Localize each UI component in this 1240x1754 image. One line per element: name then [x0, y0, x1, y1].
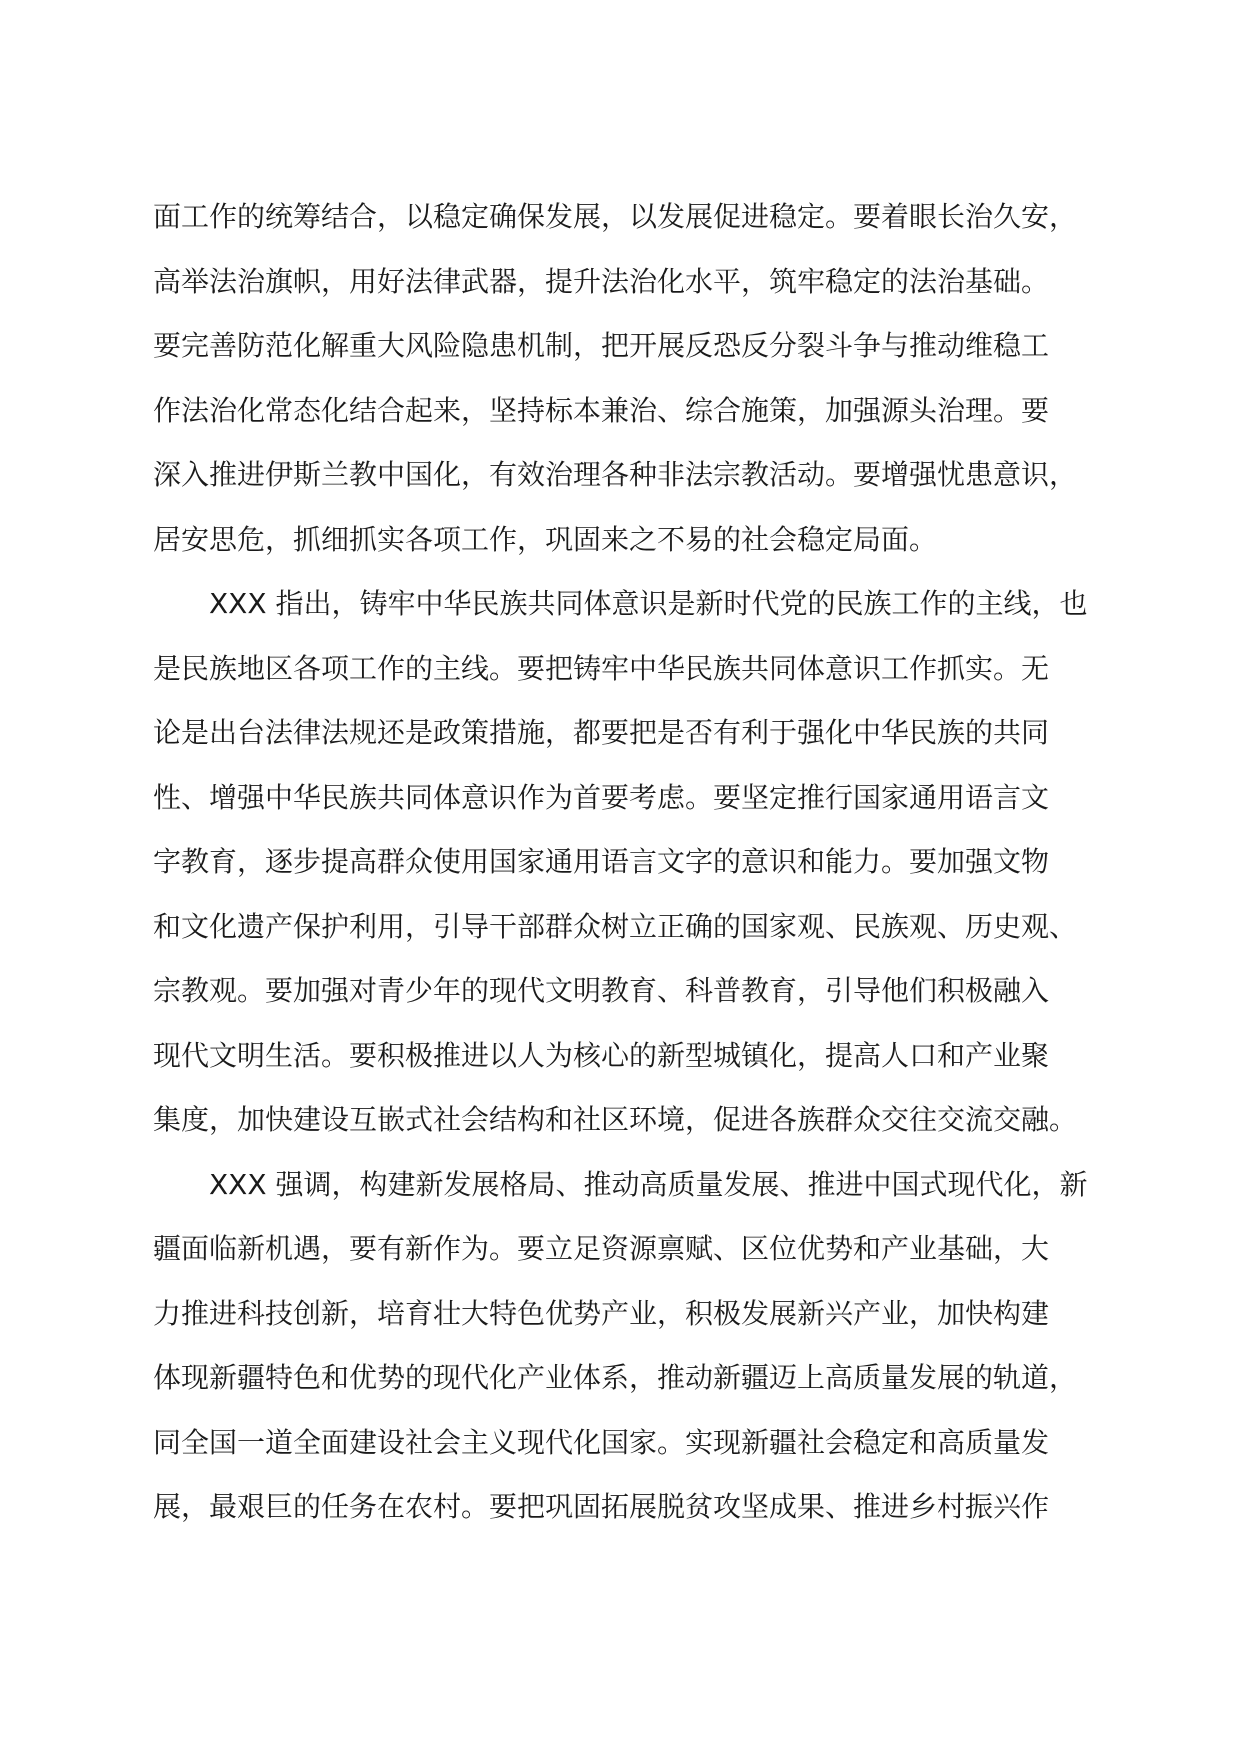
text-line: 现代文明生活。要积极推进以人为核心的新型城镇化，提高人口和产业聚 [153, 1038, 1050, 1072]
text-line: 集度，加快建设互嵌式社会结构和社区环境，促进各族群众交往交流交融。 [153, 1103, 1078, 1136]
text-line: 居安思危，抓细抓实各项工作，巩固来之不易的社会稳定局面。 [153, 522, 938, 556]
text-line: 高举法治旗帜，用好法律武器，提升法治化水平，筑牢稳定的法治基础。 [153, 264, 1050, 298]
text-line: 要完善防范化解重大风险隐患机制，把开展反恐反分裂斗争与推动维稳工 [153, 329, 1050, 362]
text-line: 深入推进伊斯兰教中国化，有效治理各种非法宗教活动。要增强忧患意识， [153, 458, 1078, 491]
text-line: 疆面临新机遇，要有新作为。要立足资源禀赋、区位优势和产业基础，大 [153, 1232, 1050, 1265]
text-line: 同全国一道全面建设社会主义现代化国家。实现新疆社会稳定和高质量发 [153, 1425, 1050, 1459]
text-line: 作法治化常态化结合起来，坚持标本兼治、综合施策，加强源头治理。要 [153, 393, 1050, 427]
text-line: 和文化遗产保护利用，引导干部群众树立正确的国家观、民族观、历史观、 [153, 909, 1078, 943]
text-line: 性、增强中华民族共同体意识作为首要考虑。要坚定推行国家通用语言文 [153, 780, 1050, 814]
paragraph-start-line: XXX 强调，构建新发展格局、推动高质量发展、推进中国式现代化，新 [209, 1167, 1088, 1201]
text-line: 力推进科技创新，培育壮大特色优势产业，积极发展新兴产业，加快构建 [153, 1296, 1050, 1330]
text-line: 展，最艰巨的任务在农村。要把巩固拓展脱贫攻坚成果、推进乡村振兴作 [153, 1490, 1050, 1523]
text-line: 面工作的统筹结合，以稳定确保发展，以发展促进稳定。要着眼长治久安， [153, 200, 1078, 233]
text-line: 宗教观。要加强对青少年的现代文明教育、科普教育，引导他们积极融入 [153, 974, 1050, 1007]
text-line: 是民族地区各项工作的主线。要把铸牢中华民族共同体意识工作抓实。无 [153, 651, 1050, 685]
text-line: 字教育，逐步提高群众使用国家通用语言文字的意识和能力。要加强文物 [153, 845, 1050, 878]
paragraph-start-line: XXX 指出，铸牢中华民族共同体意识是新时代党的民族工作的主线，也 [209, 587, 1088, 620]
text-line: 体现新疆特色和优势的现代化产业体系，推动新疆迈上高质量发展的轨道， [153, 1361, 1078, 1394]
body-text [153, 185, 1098, 1540]
text-line: 论是出台法律法规还是政策措施，都要把是否有利于强化中华民族的共同 [153, 716, 1050, 749]
